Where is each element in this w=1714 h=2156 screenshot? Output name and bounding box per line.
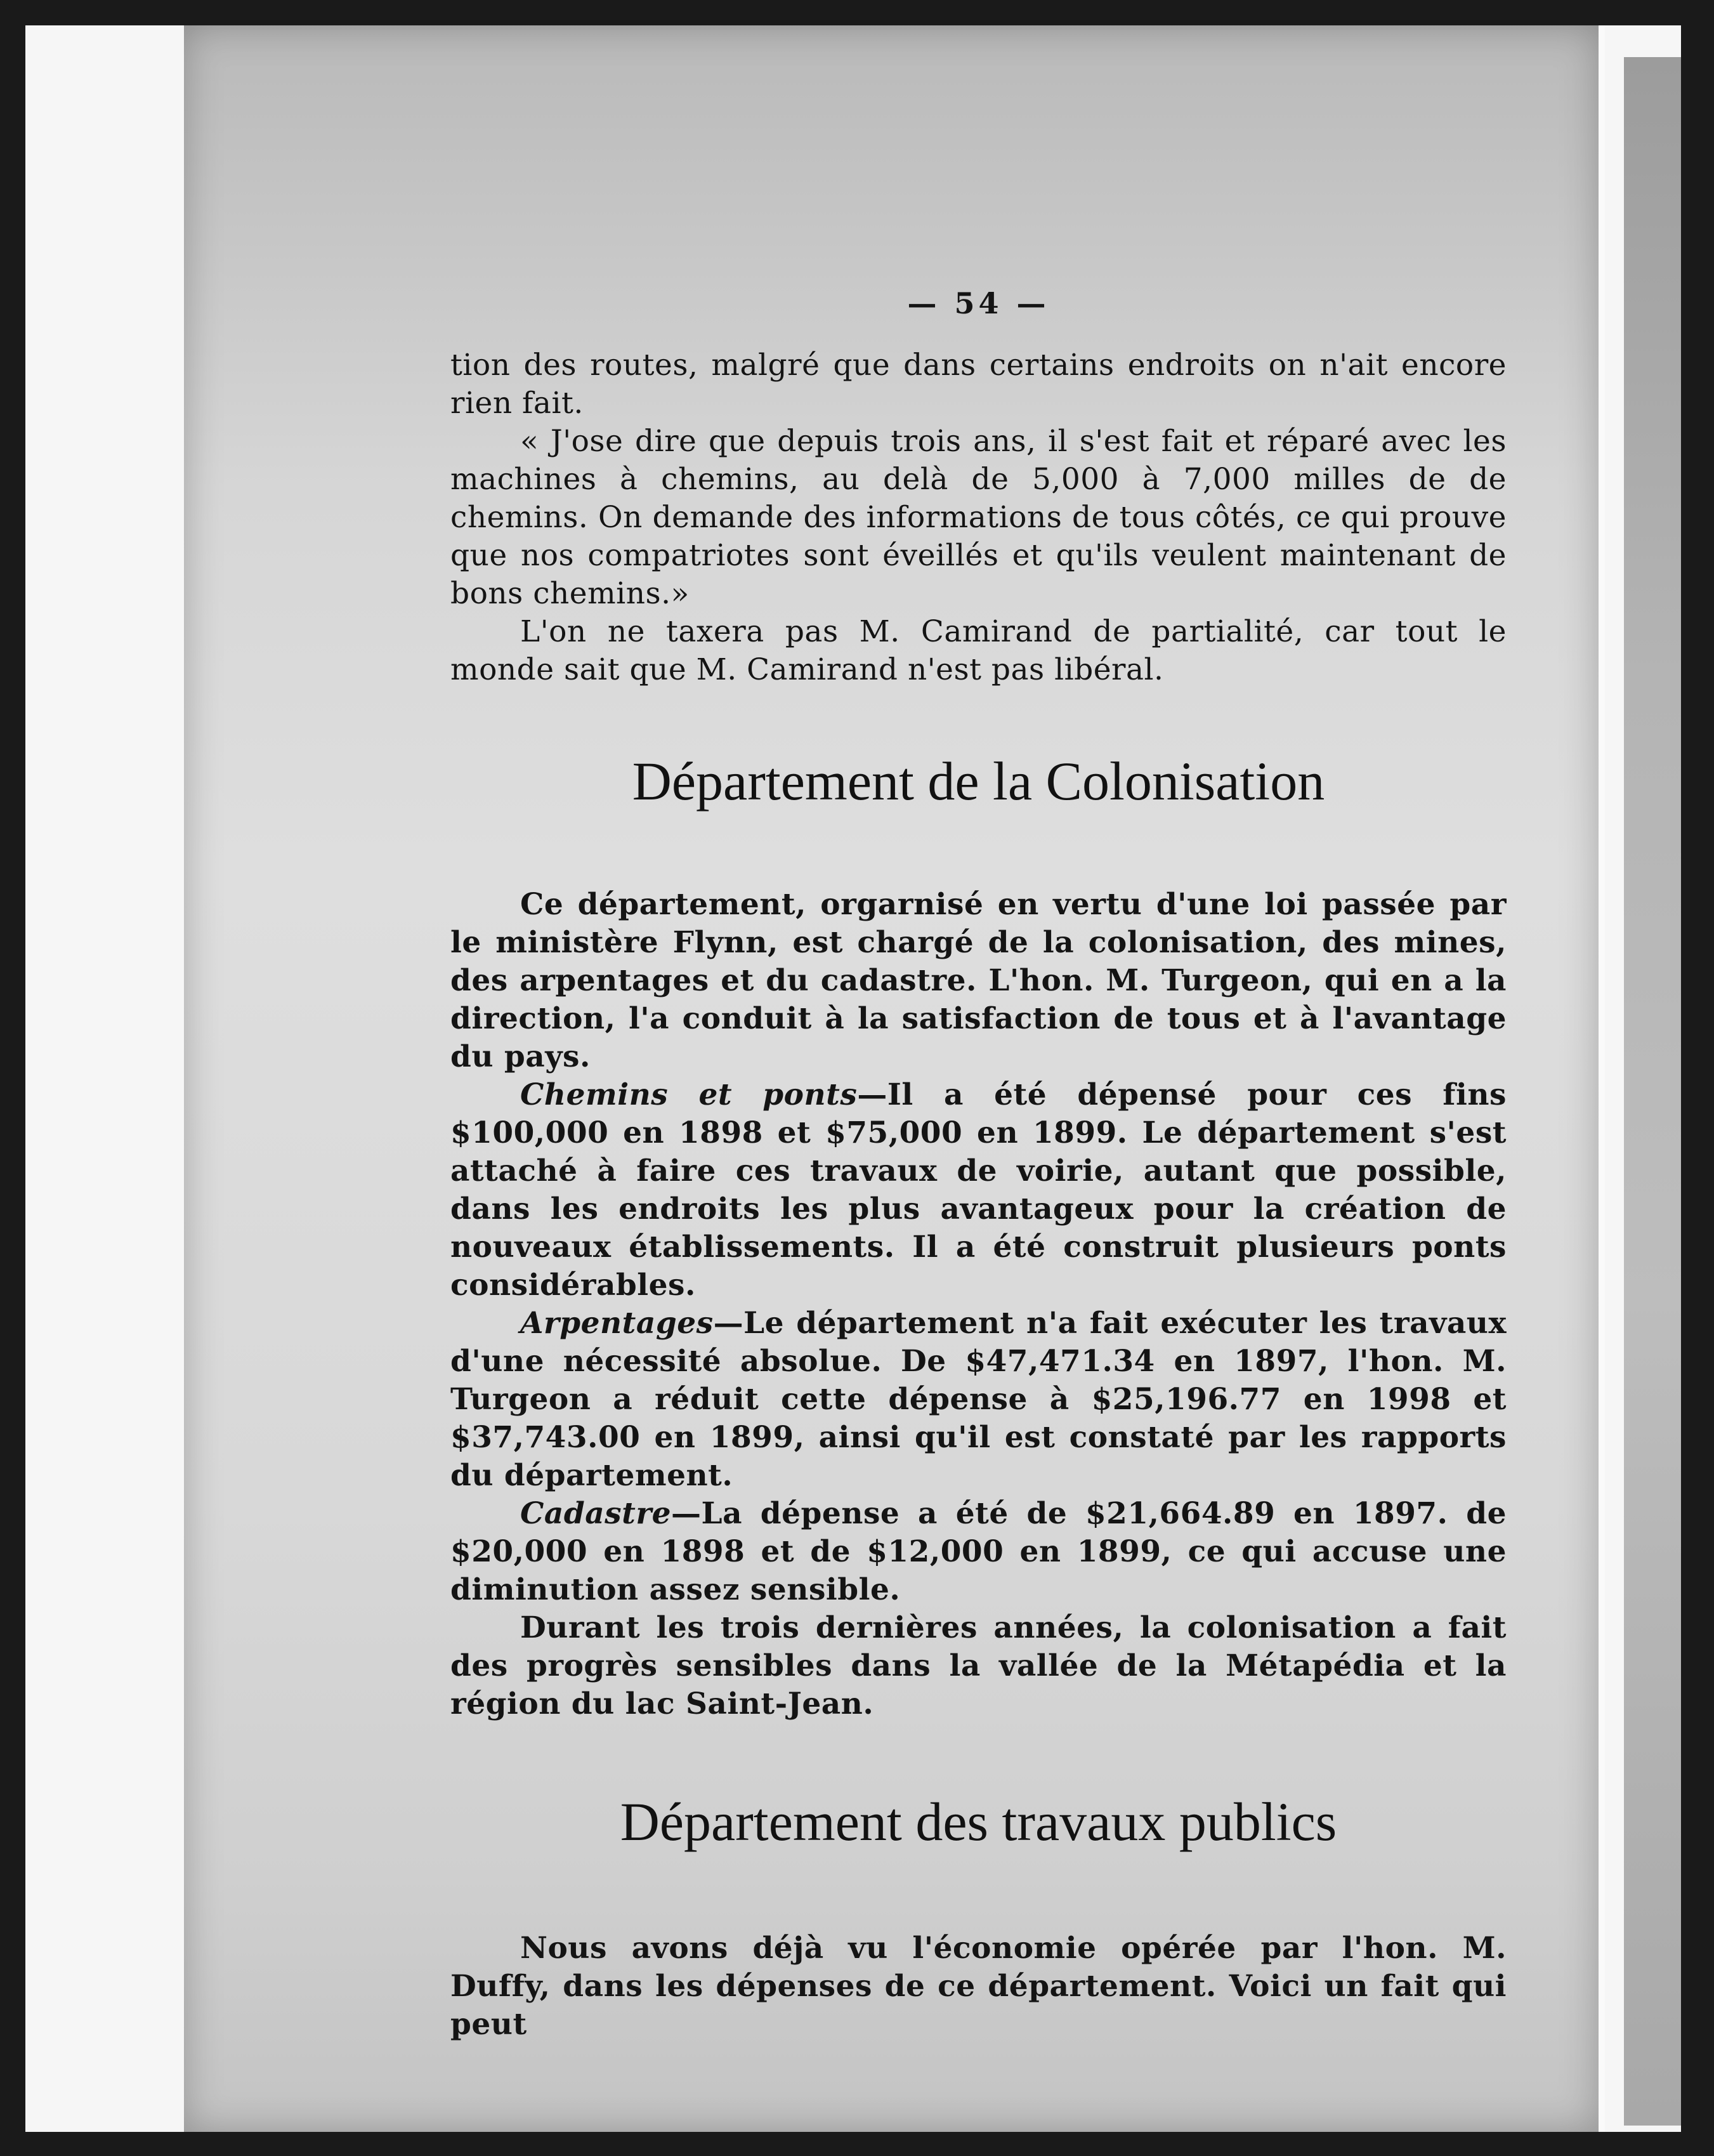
paragraph-arpentages <box>450 1305 1507 1495</box>
paragraph-quote: « J'ose dire que depuis trois ans, il s'est fait et réparé avec les machines à chemins, au delà de 5,000 à 7,000 milles de de chemins. On demande des informations de tous côtés, ce qui prouve que nos compatriotes sont éveillés et qu'ils veulent maintenant de bons chemins.» <box>450 424 1507 611</box>
paragraph-continuation: tion des routes, malgré que dans certains endroits on n'ait encore rien fait. <box>450 348 1507 421</box>
section-colonisation-body <box>450 886 1507 1723</box>
label-chemins-et-ponts: Chemins et ponts <box>520 1077 858 1112</box>
section-travaux-body <box>450 1929 1507 2044</box>
page-content <box>450 286 1507 2044</box>
adjacent-page-strip <box>1624 57 1681 2126</box>
paragraph-colonisation-closing: Durant les trois dernières années, la colonisation a fait des progrès sensibles dans la vallée de la Métapédia et la région du lac Saint-Jean. <box>450 1610 1507 1721</box>
label-arpentages: Arpentages <box>520 1306 714 1341</box>
paragraph-chemins-et-ponts <box>450 1076 1507 1305</box>
scan-border-top <box>0 0 1714 25</box>
scan-border-bottom <box>0 2132 1714 2156</box>
heading-wrapper-colonisation <box>450 749 1507 813</box>
section-heading-colonisation: Département de la Colonisation <box>632 751 1325 812</box>
text-arpentages: —Le département n'a fait exécuter les travaux d'une nécessité absolue. De $47,471.34 en 1897, l'hon. M. Turgeon a réduit cette dépense à $25,196.77 en 1998 et $37,743.00 en 1899, ainsi qu'il est constaté par les rapports du département. <box>450 1306 1507 1493</box>
paragraph-colonisation-intro: Ce département, orgarnisé en vertu d'une loi passée par le ministère Flynn, est chargé de la colonisation, des mines, des arpentages et du cadastre. L'hon. M. Turgeon, qui en a la direction, l'a conduit à la satisfaction de tous et à l'avantage du pays. <box>450 887 1507 1074</box>
paragraph-cadastre <box>450 1495 1507 1609</box>
page-number: — 54 — <box>907 286 1050 320</box>
text-chemins-et-ponts: —Il a été dépensé pour ces fins $100,000 en 1898 et $75,000 en 1899. Le département s'est attaché à faire ces travaux de voirie, autant que possible, dans les endroits les plus avantageux pour la création de nouveaux établissements. Il a été construit plusieurs ponts considérables. <box>450 1077 1507 1303</box>
paragraph-travaux-intro: Nous avons déjà vu l'économie opérée par l'hon. M. Duffy, dans les dépenses de ce département. Voici un fait qui peut <box>450 1931 1507 2042</box>
scan-border-left <box>0 0 25 2156</box>
sheet-edge <box>1599 25 1605 2132</box>
heading-wrapper-travaux <box>450 1790 1507 1853</box>
paragraph-camirand: L'on ne taxera pas M. Camirand de partialité, car tout le monde sait que M. Camirand n'est pas libéral. <box>450 614 1507 687</box>
text-cadastre: —La dépense a été de $21,664.89 en 1897. de $20,000 en 1898 et de $12,000 en 1899, ce qui accuse une diminution assez sensible. <box>450 1496 1507 1607</box>
intro-block <box>450 346 1507 689</box>
label-cadastre: Cadastre <box>520 1496 672 1531</box>
scan-border-right <box>1681 0 1714 2156</box>
section-heading-travaux-publics: Département des travaux publics <box>620 1791 1337 1852</box>
